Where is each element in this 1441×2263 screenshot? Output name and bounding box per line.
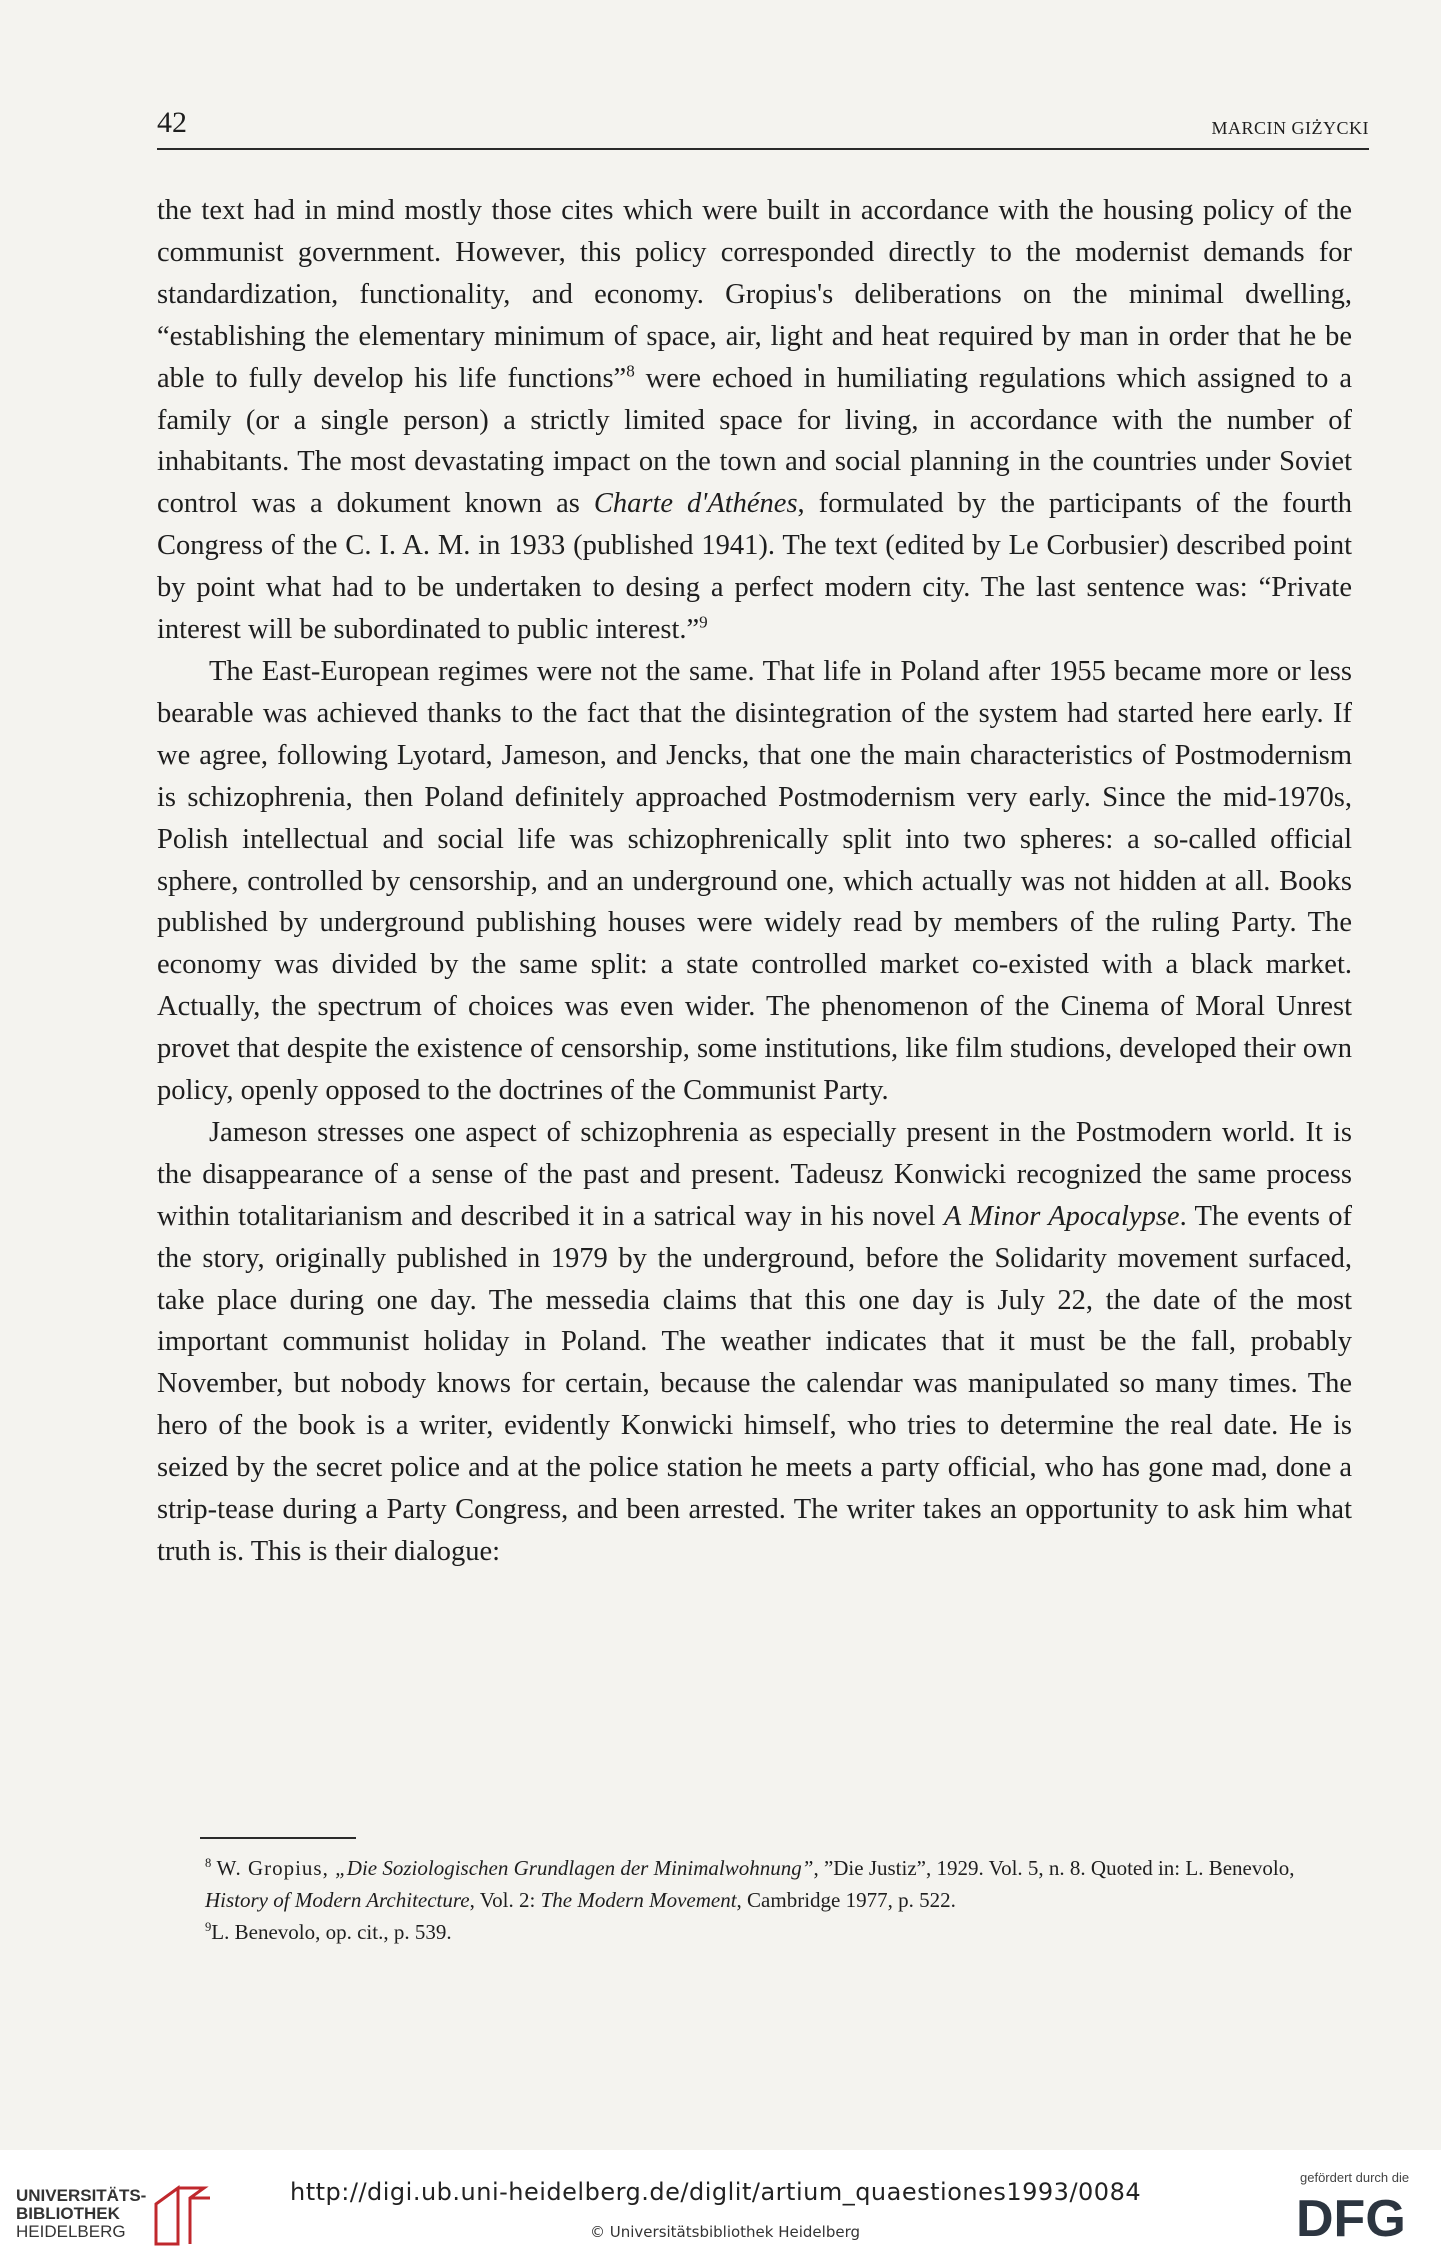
footnote-8 <box>205 1853 1353 1916</box>
paragraph-1 <box>157 190 1352 651</box>
copyright-notice: © Universitätsbibliothek Heidelberg <box>590 2223 861 2241</box>
paragraph-2: The East-European regimes were not the same. That life in Poland after 1955 became more or less bearable was achieved thanks to the fact that the disintegration of the system had started here early. If we agree, following Lyotard, Jameson, and Jencks, that one the main characteristics of Postmodernism is schizophrenia, then Poland definitely approached Postmodernism very early. Since the mid-1970s, Polish intellectual and social life was schizophrenically split into two spheres: a so-called official sphere, controlled by censorship, and an underground one, which actually was not hidden at all. Books published by underground publishing houses were widely read by members of the ruling Party. The economy was divided by the same split: a state controlled market co-existed with a black market. Actually, the spectrum of choices was even wider. The phenomenon of the Cinema of Moral Unrest provet that despite the existence of censorship, some institutions, like film studions, developed their own policy, openly opposed to the doctrines of the Communist Party. <box>157 655 1352 1107</box>
paragraph-3-text-a: Jameson stresses one aspect of schizophrenia as especially present in the Postmodern world. It is the disappearance of a sense of the past and present. Tadeusz Konwicki recognized the same process within totalitarianism and described it in a satrical way in his novel <box>157 1116 1352 1232</box>
footnotes <box>205 1853 1353 1950</box>
page-number: 42 <box>157 106 187 139</box>
footnote-8-author: W. Gropius, <box>216 1856 336 1880</box>
paragraph-1-text-a: the text had in mind mostly those cites which were built in accordance with the housing policy of the communist government. However, this policy corresponded directly to the modernist demands for standardization, functionality, and economy. Gropius's deliberations on the minimal dwelling, “establishing the elementary minimum of space, air, light and heat required by man in order that he be able to fully develop his life functions” <box>157 195 1352 394</box>
footnote-8-title3: The Modern Movement <box>540 1887 737 1912</box>
footnote-divider <box>200 1837 356 1839</box>
library-name <box>16 2187 146 2241</box>
footnote-9-number: 9 <box>205 1920 212 1934</box>
dfg-logo-icon <box>1296 2192 1426 2242</box>
charte-title: Charte d'Athénes <box>593 488 798 520</box>
library-name-line2: BIBLIOTHEK <box>16 2204 120 2223</box>
digitization-footer <box>0 2150 1441 2263</box>
footnote-8-text-b: , Vol. 2: <box>469 1887 541 1912</box>
body-text <box>157 190 1352 1573</box>
dfg-logo-text: DFG <box>1296 2192 1406 2242</box>
footnote-ref-9[interactable]: 9 <box>699 612 708 632</box>
running-head: MARCIN GIŻYCKI <box>1211 118 1369 138</box>
source-url-link[interactable]: http://digi.ub.uni-heidelberg.de/diglit/artium_quaestiones1993/0084 <box>290 2178 1142 2206</box>
library-name-line3: HEIDELBERG <box>16 2222 126 2241</box>
funding-note: gefördert durch die <box>1300 2170 1410 2185</box>
footnote-ref-8[interactable]: 8 <box>626 361 635 381</box>
footnote-8-title2: History of Modern Architecture <box>205 1887 470 1912</box>
footnote-9 <box>205 1917 1353 1949</box>
page-header <box>157 104 1369 150</box>
footnote-8-text-c: , Cambridge 1977, p. 522. <box>736 1887 956 1912</box>
footnote-8-number: 8 <box>205 1856 212 1870</box>
paragraph-1-text-c: , formulated by the participants of the fourth Congress of the C. I. A. M. in 1933 (published 1941). The text (edited by Le Corbusier) described point by point what had to be undertaken to desing a perfect modern city. The last sentence was: “Private interest will be subordinated to public interest.” <box>157 488 1352 646</box>
library-name-line1: UNIVERSITÄTS- <box>16 2186 147 2205</box>
paragraph-3 <box>157 1112 1352 1573</box>
footnote-8-title: „Die Soziologischen Grundlagen der Minimalwohnung” <box>335 1856 814 1880</box>
paragraph-3-text-b: . The events of the story, originally published in 1979 by the underground, before the Solidarity movement surfaced, take place during one day. The messedia claims that this one day is July 22, the date of the most important communist holiday in Poland. The weather indicates that it must be the fall, probably November, but nobody knows for certain, because the calendar was manipulated so many times. The hero of the book is a writer, evidently Konwicki himself, who tries to determine the real date. He is seized by the secret police and at the police station he meets a party official, who has gone mad, done a strip-tease during a Party Congress, and been arrested. The writer takes an opportunity to ask him what truth is. This is their dialogue: <box>157 1200 1353 1567</box>
library-logo-icon <box>148 2182 218 2252</box>
footnote-9-text: L. Benevolo, op. cit., p. 539. <box>211 1920 452 1944</box>
footnote-8-text-a: , ”Die Justiz”, 1929. Vol. 5, n. 8. Quoted in: L. Benevolo, <box>813 1856 1295 1880</box>
paragraph-1-text-b: were echoed in humiliating regulations which assigned to a family (or a single person) a strictly limited space for living, in accordance with the number of inhabitants. The most devastating impact on the town and social planning in the countries under Soviet control was a dokument known as <box>157 362 1352 520</box>
novel-title: A Minor Apocalypse <box>943 1200 1180 1232</box>
